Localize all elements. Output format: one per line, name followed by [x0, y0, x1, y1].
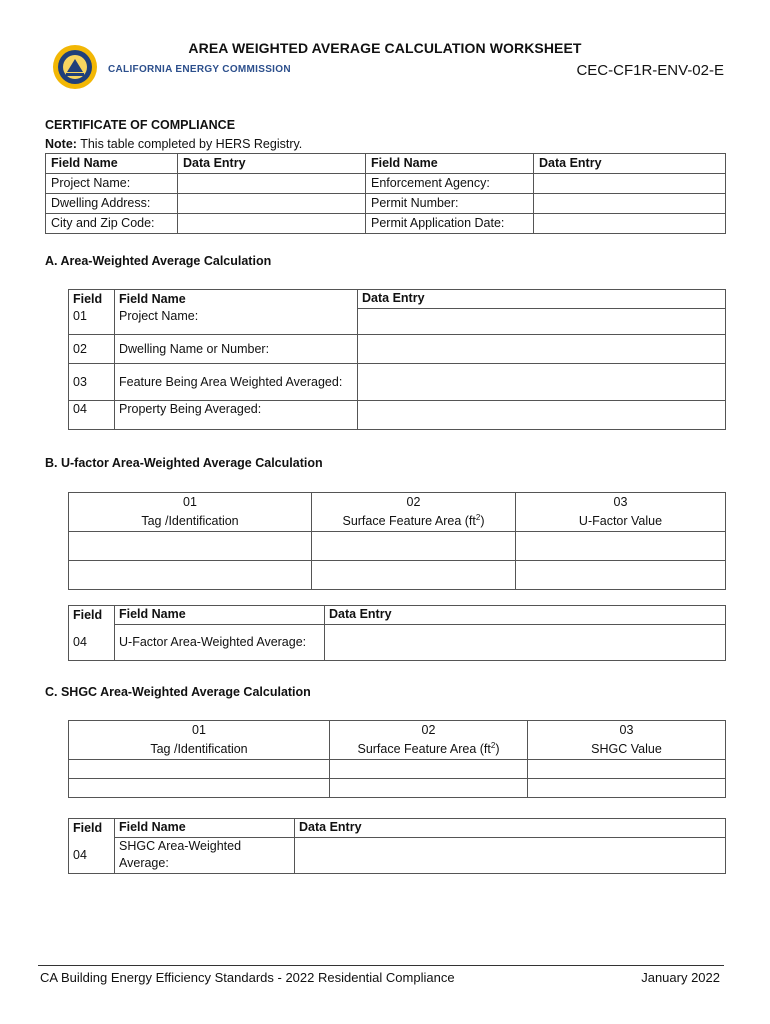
table-row: [69, 401, 726, 430]
col-number: 03: [516, 493, 726, 512]
field-number: 03: [69, 364, 115, 401]
table-row: [69, 819, 726, 838]
table-row: [69, 493, 726, 512]
col-data-entry: Data Entry: [178, 154, 366, 174]
field-label: Dwelling Address:: [46, 194, 178, 214]
note-label: Note:: [45, 137, 77, 151]
field-label: Dwelling Name or Number:: [115, 335, 358, 364]
field-number: 04: [69, 837, 115, 874]
u-factor-table: [68, 492, 726, 590]
note-text: This table completed by HERS Registry.: [76, 137, 303, 151]
data-entry-cell[interactable]: [528, 779, 726, 798]
page-title: AREA WEIGHTED AVERAGE CALCULATION WORKSHEET: [188, 40, 582, 56]
data-entry-cell[interactable]: [358, 335, 726, 364]
data-entry-cell[interactable]: [69, 779, 330, 798]
col-number: 01: [69, 721, 330, 740]
data-entry-cell[interactable]: [325, 624, 726, 661]
table-row: [69, 606, 726, 625]
data-entry-cell[interactable]: [312, 532, 516, 561]
data-entry-cell[interactable]: [534, 174, 726, 194]
certificate-heading: CERTIFICATE OF COMPLIANCE: [45, 118, 236, 132]
col-tag: Tag /Identification: [69, 739, 330, 760]
field-label: U-Factor Area-Weighted Average:: [115, 624, 325, 661]
field-label: Feature Being Area Weighted Averaged:: [115, 364, 358, 401]
data-entry-cell[interactable]: [178, 194, 366, 214]
table-row: [69, 308, 726, 335]
table-row: [69, 721, 726, 740]
section-a-table: [68, 289, 726, 430]
col-data-entry: Data Entry: [358, 290, 726, 309]
table-row: [69, 364, 726, 401]
col-field-name: Field Name: [115, 819, 295, 838]
data-entry-cell[interactable]: [312, 561, 516, 590]
org-name: CALIFORNIA ENERGY COMMISSION: [108, 64, 291, 75]
table-row: [46, 194, 726, 214]
table-row: [69, 739, 726, 760]
col-value: U-Factor Value: [516, 511, 726, 532]
col-data-entry: Data Entry: [534, 154, 726, 174]
col-field-name: Field Name: [115, 606, 325, 625]
data-entry-cell[interactable]: [69, 561, 312, 590]
shgc-table: [68, 720, 726, 798]
table-row: [46, 214, 726, 234]
footer-date: January 2022: [641, 970, 720, 985]
col-field-name: Field Name: [115, 290, 358, 309]
col-field-name: Field Name: [366, 154, 534, 174]
data-entry-cell[interactable]: [358, 308, 726, 335]
data-entry-cell[interactable]: [178, 174, 366, 194]
field-number: 04: [69, 401, 115, 430]
col-number: 02: [330, 721, 528, 740]
col-field: Field: [69, 606, 115, 625]
col-field: Field: [69, 290, 115, 309]
col-area: Surface Feature Area $(ft^2)$: [330, 739, 528, 760]
col-data-entry: Data Entry: [295, 819, 726, 838]
field-label: Enforcement Agency:: [366, 174, 534, 194]
data-entry-cell[interactable]: [69, 760, 330, 779]
col-value: SHGC Value: [528, 739, 726, 760]
col-number: 02: [312, 493, 516, 512]
table-row: [46, 154, 726, 174]
col-tag: Tag /Identification: [69, 511, 312, 532]
field-label: Property Being Averaged:: [115, 401, 358, 430]
data-entry-cell[interactable]: [295, 837, 726, 874]
field-number: 01: [69, 308, 115, 335]
data-entry-cell[interactable]: [358, 364, 726, 401]
table-row: [69, 837, 726, 874]
certificate-table: [45, 153, 726, 234]
col-field-name: Field Name: [46, 154, 178, 174]
footer-divider: [38, 965, 724, 966]
data-entry-cell[interactable]: [330, 760, 528, 779]
u-factor-summary-table: [68, 605, 726, 661]
field-label: Project Name:: [46, 174, 178, 194]
field-label: SHGC Area-Weighted Average:: [115, 837, 295, 874]
data-entry-cell[interactable]: [534, 214, 726, 234]
data-entry-cell[interactable]: [358, 401, 726, 430]
form-number: CEC-CF1R-ENV-02-E: [576, 62, 724, 79]
col-number: 01: [69, 493, 312, 512]
field-number: 04: [69, 624, 115, 661]
table-row: [69, 779, 726, 798]
col-data-entry: Data Entry: [325, 606, 726, 625]
data-entry-cell[interactable]: [178, 214, 366, 234]
data-entry-cell[interactable]: [516, 561, 726, 590]
section-a-heading: A. Area-Weighted Average Calculation: [45, 254, 272, 268]
col-area: Surface Feature Area $(ft^2)$: [312, 511, 516, 532]
field-label: City and Zip Code:: [46, 214, 178, 234]
data-entry-cell[interactable]: [516, 532, 726, 561]
footer-standards-text: CA Building Energy Efficiency Standards - 2022 Residential Compliance: [40, 970, 455, 985]
field-number: 02: [69, 335, 115, 364]
data-entry-cell[interactable]: [330, 779, 528, 798]
shgc-summary-table: [68, 818, 726, 874]
table-row: [69, 624, 726, 661]
data-entry-cell[interactable]: [69, 532, 312, 561]
data-entry-cell[interactable]: [528, 760, 726, 779]
table-row: [69, 561, 726, 590]
col-number: 03: [528, 721, 726, 740]
section-b-heading: B. U-factor Area-Weighted Average Calculation: [45, 456, 323, 470]
data-entry-cell[interactable]: [534, 194, 726, 214]
col-field: Field: [69, 819, 115, 838]
section-c-heading: C. SHGC Area-Weighted Average Calculation: [45, 685, 311, 699]
certificate-note: [45, 137, 302, 151]
table-row: [46, 174, 726, 194]
field-label: Project Name:: [115, 308, 358, 335]
table-row: [69, 532, 726, 561]
table-row: [69, 290, 726, 309]
table-row: [69, 335, 726, 364]
field-label: Permit Number:: [366, 194, 534, 214]
table-row: [69, 511, 726, 532]
field-label: Permit Application Date:: [366, 214, 534, 234]
table-row: [69, 760, 726, 779]
